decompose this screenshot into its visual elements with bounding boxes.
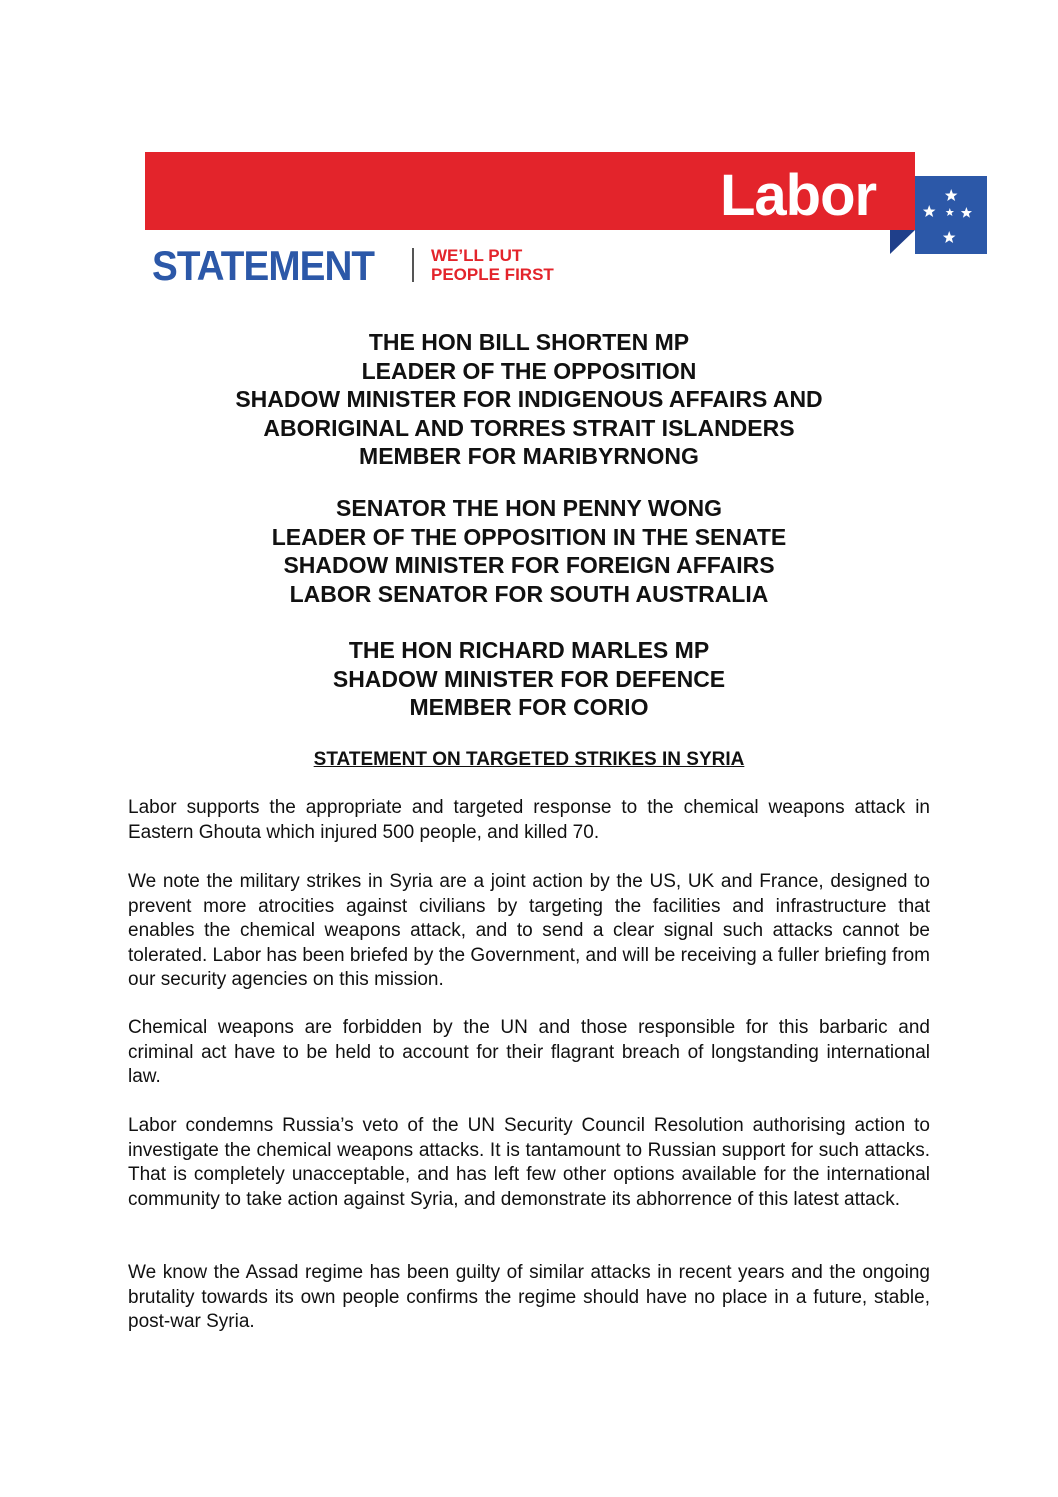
paragraph-5: We know the Assad regime has been guilty of similar attacks in recent years and the ongoing brutality towards its own people confirms the regime should have no place in a future, stable, post-war Syria.: [128, 1262, 930, 1332]
labor-logo-text: Labor: [720, 163, 877, 228]
paragraph-4: Labor condemns Russia’s veto of the UN Security Council Resolution authorising action to investigate the chemical weapons attacks. It is tantamount to Russian support for such attacks. That is completely unacceptable, and has left few other options available for the international community to take action against Syria, and demonstrate its abhorrence of this latest attack.: [128, 1115, 930, 1210]
speaker-line: THE HON RICHARD MARLES MP: [348, 637, 710, 663]
statement-title: STATEMENT ON TARGETED STRIKES IN SYRIA: [313, 749, 745, 770]
speaker-block-shorten: [129, 328, 929, 471]
speaker-block-wong: [129, 494, 929, 608]
statement-heading: STATEMENT: [152, 242, 375, 289]
speaker-line: MEMBER FOR MARIBYRNONG: [359, 443, 699, 469]
speaker-block-marles: [129, 636, 929, 722]
speaker-line: ABORIGINAL AND TORRES STRAIT ISLANDERS: [263, 414, 795, 441]
speaker-line: SHADOW MINISTER FOR DEFENCE: [332, 665, 726, 692]
slogan-line-1: WE’LL PUT: [431, 246, 523, 265]
southern-cross-icon: [915, 176, 987, 254]
speaker-line: SHADOW MINISTER FOR FOREIGN AFFAIRS: [283, 552, 775, 578]
paragraph-3: Chemical weapons are forbidden by the UN and those responsible for this barbaric and criminal act have to be held to account for their flagrant breach of longstanding international law.: [128, 1017, 930, 1087]
paragraph-2: We note the military strikes in Syria are a joint action by the US, UK and France, designed to prevent more atrocities against civilians by targeting the facilities and infrastructure that enables the chemical weapons attack, and to send a clear signal such attacks cannot be tolerated. Labor has been briefed by the Government, and will be receiving a fuller briefing from our security agencies on this mission.: [128, 871, 930, 990]
slogan: [431, 246, 554, 284]
speaker-line: THE HON BILL SHORTEN MP: [368, 329, 690, 355]
speaker-line: SHADOW MINISTER FOR INDIGENOUS AFFAIRS AND: [235, 386, 823, 412]
speaker-line: LABOR SENATOR FOR SOUTH AUSTRALIA: [289, 580, 769, 607]
slogan-line-2: PEOPLE FIRST: [431, 265, 554, 284]
speaker-line: LEADER OF THE OPPOSITION: [361, 357, 697, 384]
banner-fold: [890, 230, 915, 254]
header-divider: [412, 248, 414, 282]
speaker-line: SENATOR THE HON PENNY WONG: [336, 495, 722, 521]
speaker-line: LEADER OF THE OPPOSITION IN THE SENATE: [271, 523, 787, 550]
paragraph-1: Labor supports the appropriate and targeted response to the chemical weapons attack in Eastern Ghouta which injured 500 people, and killed 70.: [128, 797, 930, 843]
labor-banner: [145, 152, 987, 254]
speaker-line: MEMBER FOR CORIO: [409, 694, 649, 720]
